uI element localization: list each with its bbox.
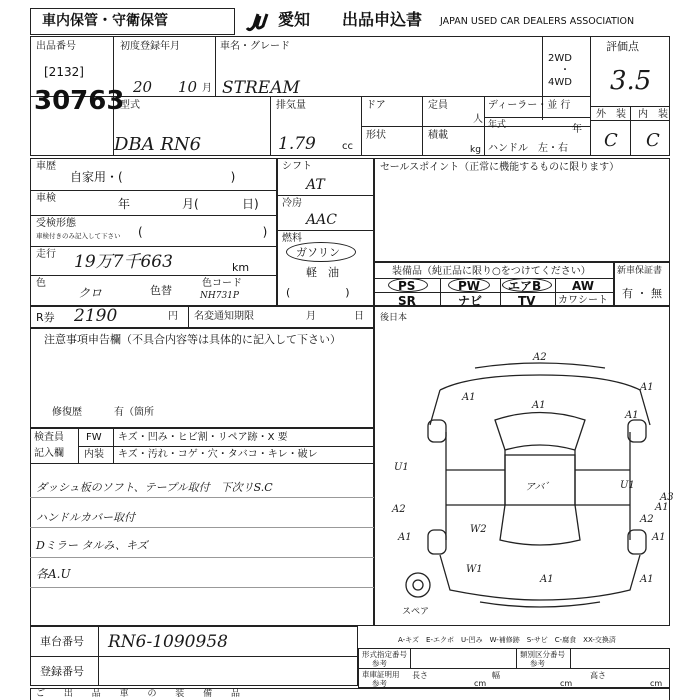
- mark-front-right: A1: [640, 382, 654, 393]
- shift-label: シフト: [282, 161, 312, 172]
- type-code-value: DBA RN6: [114, 134, 202, 155]
- model-name-value: STREAM: [222, 78, 300, 98]
- fuel-paren: ( ): [286, 286, 350, 299]
- storage-tag: 車内保管・守衛保管: [42, 13, 168, 29]
- shift-value: AT: [306, 177, 325, 193]
- drive-4wd: 4WD: [548, 77, 572, 88]
- reg-number-label: 登録番号: [40, 665, 84, 678]
- inspector-fw: FW: [86, 432, 102, 443]
- recycle-label: R券: [36, 311, 55, 324]
- length-unit: cm: [474, 679, 487, 688]
- mark-right-door-2: A1: [655, 502, 669, 513]
- load-label: 積載: [428, 130, 448, 141]
- aircon-value: AAC: [306, 212, 337, 228]
- form-title: 出品申込書: [342, 10, 423, 29]
- inspector-interior: 内装: [84, 449, 104, 460]
- note-line-4: 各A.U: [36, 567, 71, 581]
- displacement-unit: cc: [342, 141, 353, 152]
- accept-paren: ( ): [138, 225, 268, 239]
- inspector-interior-line: キズ・汚れ・コゲ・穴・タバコ・キレ・破レ: [118, 449, 318, 460]
- mark-rear-bumper: A1: [540, 574, 554, 585]
- mark-left-rear: A1: [398, 532, 412, 543]
- equip-pw: PW: [458, 279, 481, 293]
- width-label: 幅: [492, 671, 500, 680]
- equip-airbag-circle: [502, 278, 552, 292]
- insurance-label: 新車保証書: [617, 266, 663, 276]
- height-unit: cm: [650, 679, 663, 688]
- equip-sr: SR: [398, 294, 416, 308]
- inspection-label: 車検: [36, 193, 56, 204]
- chassis-label: 車台番号: [40, 635, 84, 648]
- steering-label: ハンドル 左・右: [488, 143, 568, 154]
- cert-label: 車庫証明用: [362, 670, 400, 679]
- equip-navi: ナビ: [458, 294, 483, 308]
- mark-right-rear: A2: [640, 514, 654, 525]
- color-code-label: 色コード: [202, 278, 242, 289]
- spare-label: スペア: [402, 607, 430, 617]
- height-label: 高さ: [590, 671, 606, 680]
- footer-strip-text: ご 出 品 車 の 装 備 品: [36, 689, 249, 699]
- repair-value: 有（箇所: [114, 407, 154, 418]
- equip-ps-circle: [388, 278, 428, 292]
- name-change-label: 名変通知期限: [194, 311, 254, 322]
- doors-label: ドア: [366, 100, 386, 111]
- model-year-unit: 年: [572, 124, 582, 135]
- equipment-label: 装備品（純正品に限り○をつけてください）: [392, 266, 591, 277]
- capacity-unit: 人: [473, 114, 483, 125]
- repair-label: 修復歴: [52, 407, 82, 418]
- mark-left-door: U1: [394, 462, 409, 473]
- history-label: 車歴: [36, 161, 56, 172]
- history-value: 自家用・( ): [70, 170, 236, 184]
- equip-airbag: エアB: [508, 279, 542, 293]
- fuel-gasoline: ガソリン: [296, 246, 340, 259]
- mileage-label: 走行: [36, 249, 56, 260]
- exterior-grade-label: 外 装: [596, 109, 626, 120]
- mark-left-rear-door: A2: [392, 504, 406, 515]
- mark-front-bumper: A2: [533, 352, 547, 363]
- color-value: クロ: [78, 286, 103, 300]
- cert-ref: 参考: [372, 679, 387, 688]
- ju-logo-mark: [244, 10, 276, 32]
- mark-hood: A1: [532, 400, 546, 411]
- mark-trunk-w2: W2: [470, 524, 487, 535]
- inspector-label-2: 記入欄: [34, 448, 64, 459]
- model-year-label: 年式: [488, 120, 507, 130]
- later-label: 後日本: [380, 313, 408, 323]
- exterior-grade: C: [604, 130, 618, 151]
- length-label: 長さ: [412, 671, 428, 680]
- insurance-options: 有 ・ 無: [622, 287, 662, 300]
- note-line-1: ダッシュ板のソフト、テープル取付 下次リS.C: [36, 481, 273, 494]
- lot-sub-number: [2132]: [44, 65, 84, 79]
- name-change-day: 日: [354, 311, 364, 322]
- mark-roof: アバ゛: [525, 482, 555, 493]
- association-name: JAPAN USED CAR DEALERS ASSOCIATION: [440, 16, 635, 27]
- model-name-label: 車名・グレード: [220, 41, 290, 52]
- equip-pw-circle: [448, 278, 490, 292]
- width-unit: cm: [560, 679, 573, 688]
- inspection-year-unit: 年: [118, 197, 131, 211]
- sales-point-box: [374, 158, 670, 262]
- notes-label: 注意事項申告欄（不具合内容等は具体的に記入して下さい）: [44, 333, 341, 346]
- mark-rear-right: A1: [640, 574, 654, 585]
- mark-front-left: A1: [462, 392, 476, 403]
- designation-ref: 参考: [372, 659, 387, 668]
- diagram-box: [374, 306, 670, 626]
- ju-logo: [244, 10, 276, 32]
- registration-year: 20: [133, 78, 153, 96]
- mark-trunk-w1: W1: [466, 564, 483, 575]
- equip-ps: PS: [398, 279, 416, 293]
- inspection-month-unit: 月(: [182, 197, 199, 211]
- mark-right-sill: U1: [620, 480, 635, 491]
- recycle-value: 2190: [74, 306, 118, 326]
- registration-month-unit: 月: [202, 83, 212, 94]
- note-line-3: Dミラー タルみ、キズ: [36, 539, 148, 552]
- damage-legend: A-キズ E-エクボ U-凹み W-補修跡 S-サビ C-腐食 XX-交換済: [398, 636, 616, 644]
- rating-label: 評価点: [606, 40, 639, 53]
- logo-region: 愛知: [278, 10, 311, 29]
- mark-right-door: A3: [660, 492, 674, 503]
- drivetrain-column: [277, 158, 374, 306]
- body-shape-label: 形状: [366, 130, 386, 141]
- interior-grade: C: [646, 130, 660, 151]
- lot-label: 出品番号: [36, 41, 76, 52]
- registration-month: 10: [178, 78, 198, 96]
- capacity-label: 定員: [428, 100, 448, 111]
- name-change-month: 月: [306, 311, 316, 322]
- inspector-exterior-line: キズ・凹み・ヒビ割・リペア跡・X 要: [118, 432, 288, 443]
- equip-aw: AW: [572, 279, 594, 293]
- designation-label: 形式指定番号: [362, 650, 407, 659]
- classification-ref: 参考: [530, 659, 545, 668]
- inspection-day-unit: 日): [242, 197, 259, 211]
- equip-tv: TV: [518, 294, 536, 308]
- mark-right-fender: A1: [625, 410, 639, 421]
- recycle-unit: 円: [168, 311, 178, 322]
- repaint-label: 色替: [150, 284, 172, 297]
- classification-label: 類別区分番号: [520, 650, 565, 659]
- drive-dot: ・: [560, 65, 570, 76]
- mark-right-rear-2: A1: [652, 532, 666, 543]
- note-line-2: ハンドルカバー取付: [36, 511, 135, 524]
- drive-2wd: 2WD: [548, 53, 572, 64]
- chassis-value: RN6-1090958: [108, 632, 228, 652]
- sales-point-label: セールスポイント（正常に機能するものに限ります）: [380, 162, 620, 173]
- dealer-label: ディーラー・並 行: [488, 100, 571, 111]
- lot-number: 30763: [34, 86, 125, 116]
- aircon-label: 冷房: [282, 198, 302, 209]
- displacement-label: 排気量: [276, 100, 306, 111]
- fuel-label: 燃料: [282, 233, 302, 244]
- accept-label: 受検形態: [36, 218, 76, 229]
- color-label: 色: [36, 278, 46, 289]
- load-unit: kg: [470, 145, 481, 155]
- inspector-label-1: 検査員: [34, 432, 64, 443]
- displacement-value: 1.79: [278, 134, 316, 154]
- mileage-value: 19万7千663: [74, 252, 173, 272]
- fuel-diesel: 軽 油: [306, 266, 339, 279]
- type-code-label: 型式: [120, 100, 140, 111]
- registration-label: 初度登録年月: [120, 41, 180, 52]
- interior-grade-label: 内 装: [638, 109, 668, 120]
- rating-value: 3.5: [610, 66, 652, 96]
- accept-note: 車検付きのみ記入して下さい: [36, 232, 121, 240]
- color-code: NH731P: [200, 291, 239, 301]
- equip-seat: カワシート: [558, 295, 608, 306]
- mileage-unit: km: [232, 261, 250, 274]
